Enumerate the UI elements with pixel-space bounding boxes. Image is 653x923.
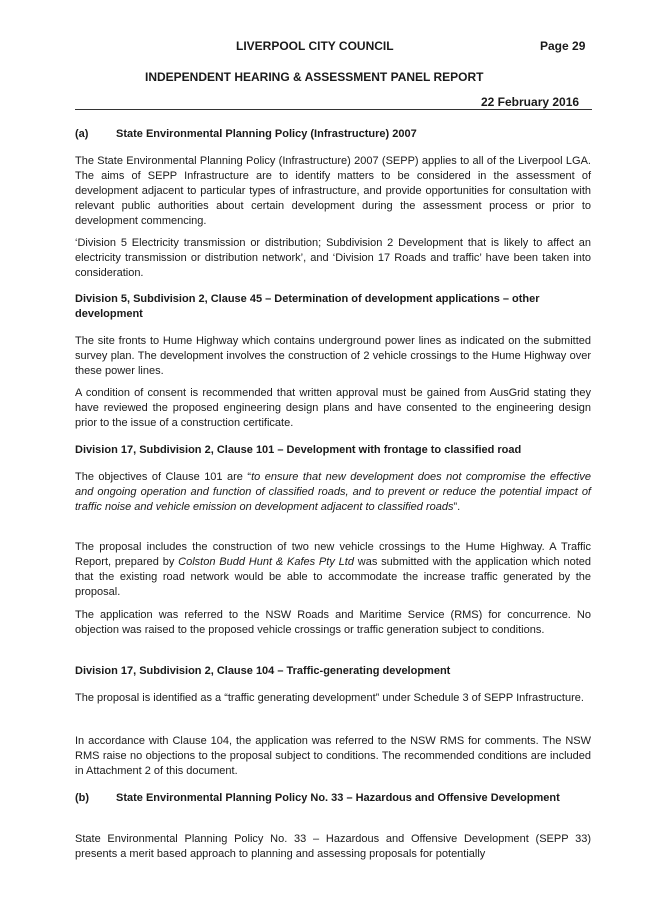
page-number: Page 29	[540, 39, 586, 53]
clause-104-paragraph-2: In accordance with Clause 104, the application was referred to the NSW RMS for comments. The NSW RMS raise no objections to the proposal subject to conditions. The recommended conditions are included in Attachment 2 of this document.	[75, 735, 591, 777]
division-5-heading: Division 5, Subdivision 2, Clause 45 – Determination of development applications – other development	[75, 293, 540, 320]
division-5-paragraph-1: The site fronts to Hume Highway which contains underground power lines as indicated on the submitted survey plan. The development involves the construction of 2 vehicle crossings to the Hume Highway over these power lines.	[75, 335, 591, 377]
section-b-title: State Environmental Planning Policy No. 33 – Hazardous and Offensive Development	[116, 792, 560, 804]
report-date: 22 February 2016	[481, 95, 580, 109]
section-b-paragraph-1: State Environmental Planning Policy No. 33 – Hazardous and Offensive Development (SEPP 33) presents a merit based approach to planning and assessing proposals for potentially	[75, 833, 591, 860]
division-5-paragraph-2: A condition of consent is recommended that written approval must be gained from AusGrid stating they have reviewed the proposed engineering design plans and have consented to the engineering design prior to the issue of a construction certificate.	[75, 387, 591, 429]
header-divider	[75, 109, 592, 110]
section-a-paragraph-2: ‘Division 5 Electricity transmission or distribution; Subdivision 2 Development that is likely to affect an electricity transmission or distribution network’, and ‘Division 17 Roads and traffic’ have been taken into consideration.	[75, 237, 591, 279]
clause-104-paragraph-1: The proposal is identified as a “traffic generating development” under Schedule 3 of SEPP Infrastructure.	[75, 692, 584, 704]
section-a-title: State Environmental Planning Policy (Infrastructure) 2007	[116, 128, 417, 140]
clause-101-traffic-report-paragraph: The proposal includes the construction of two new vehicle crossings to the Hume Highway. A Traffic Report, prepared by Colston Budd Hunt & Kafes Pty Ltd was submitted with the application which noted that the existing road network would be able to accommodate the increase traffic generated by the proposal.	[75, 541, 591, 598]
clause-101-rms-paragraph: The application was referred to the NSW Roads and Maritime Service (RMS) for concurrence. No objection was raised to the proposed vehicle crossings or traffic generation subject to conditions.	[75, 609, 591, 636]
division-17-clause-104-heading: Division 17, Subdivision 2, Clause 104 – Traffic-generating development	[75, 665, 451, 677]
section-a-paragraph-1: The State Environmental Planning Policy (Infrastructure) 2007 (SEPP) applies to all of the Liverpool LGA. The aims of SEPP Infrastructure are to identify matters to be considered in the assessment of development adjacent to particular types of infrastructure, and provide opportunities for consultation with relevant public authorities about certain development during the assessment process or prior to development commencing.	[75, 155, 591, 227]
section-b-letter: (b)	[75, 792, 90, 804]
clause-101-objectives-quote: to ensure that new development does not compromise the effective and ongoing operation and function of classified roads, and to prevent or reduce the potential impact of traffic noise and vehicle emission on development adjacent to classified roads	[75, 471, 591, 513]
section-a-letter: (a)	[75, 128, 89, 140]
clause-101-objectives-paragraph: The objectives of Clause 101 are “to ensure that new development does not compromise the effective and ongoing operation and function of classified roads, and to prevent or reduce the potential impact of traffic noise and vehicle emission on development adjacent to classified roads”.	[75, 471, 591, 513]
division-17-clause-101-heading: Division 17, Subdivision 2, Clause 101 – Development with frontage to classified road	[75, 444, 522, 456]
traffic-report-author: Colston Budd Hunt & Kafes Pty Ltd	[178, 556, 354, 568]
council-name: LIVERPOOL CITY COUNCIL	[236, 39, 394, 53]
report-title: INDEPENDENT HEARING & ASSESSMENT PANEL REPORT	[145, 70, 484, 84]
